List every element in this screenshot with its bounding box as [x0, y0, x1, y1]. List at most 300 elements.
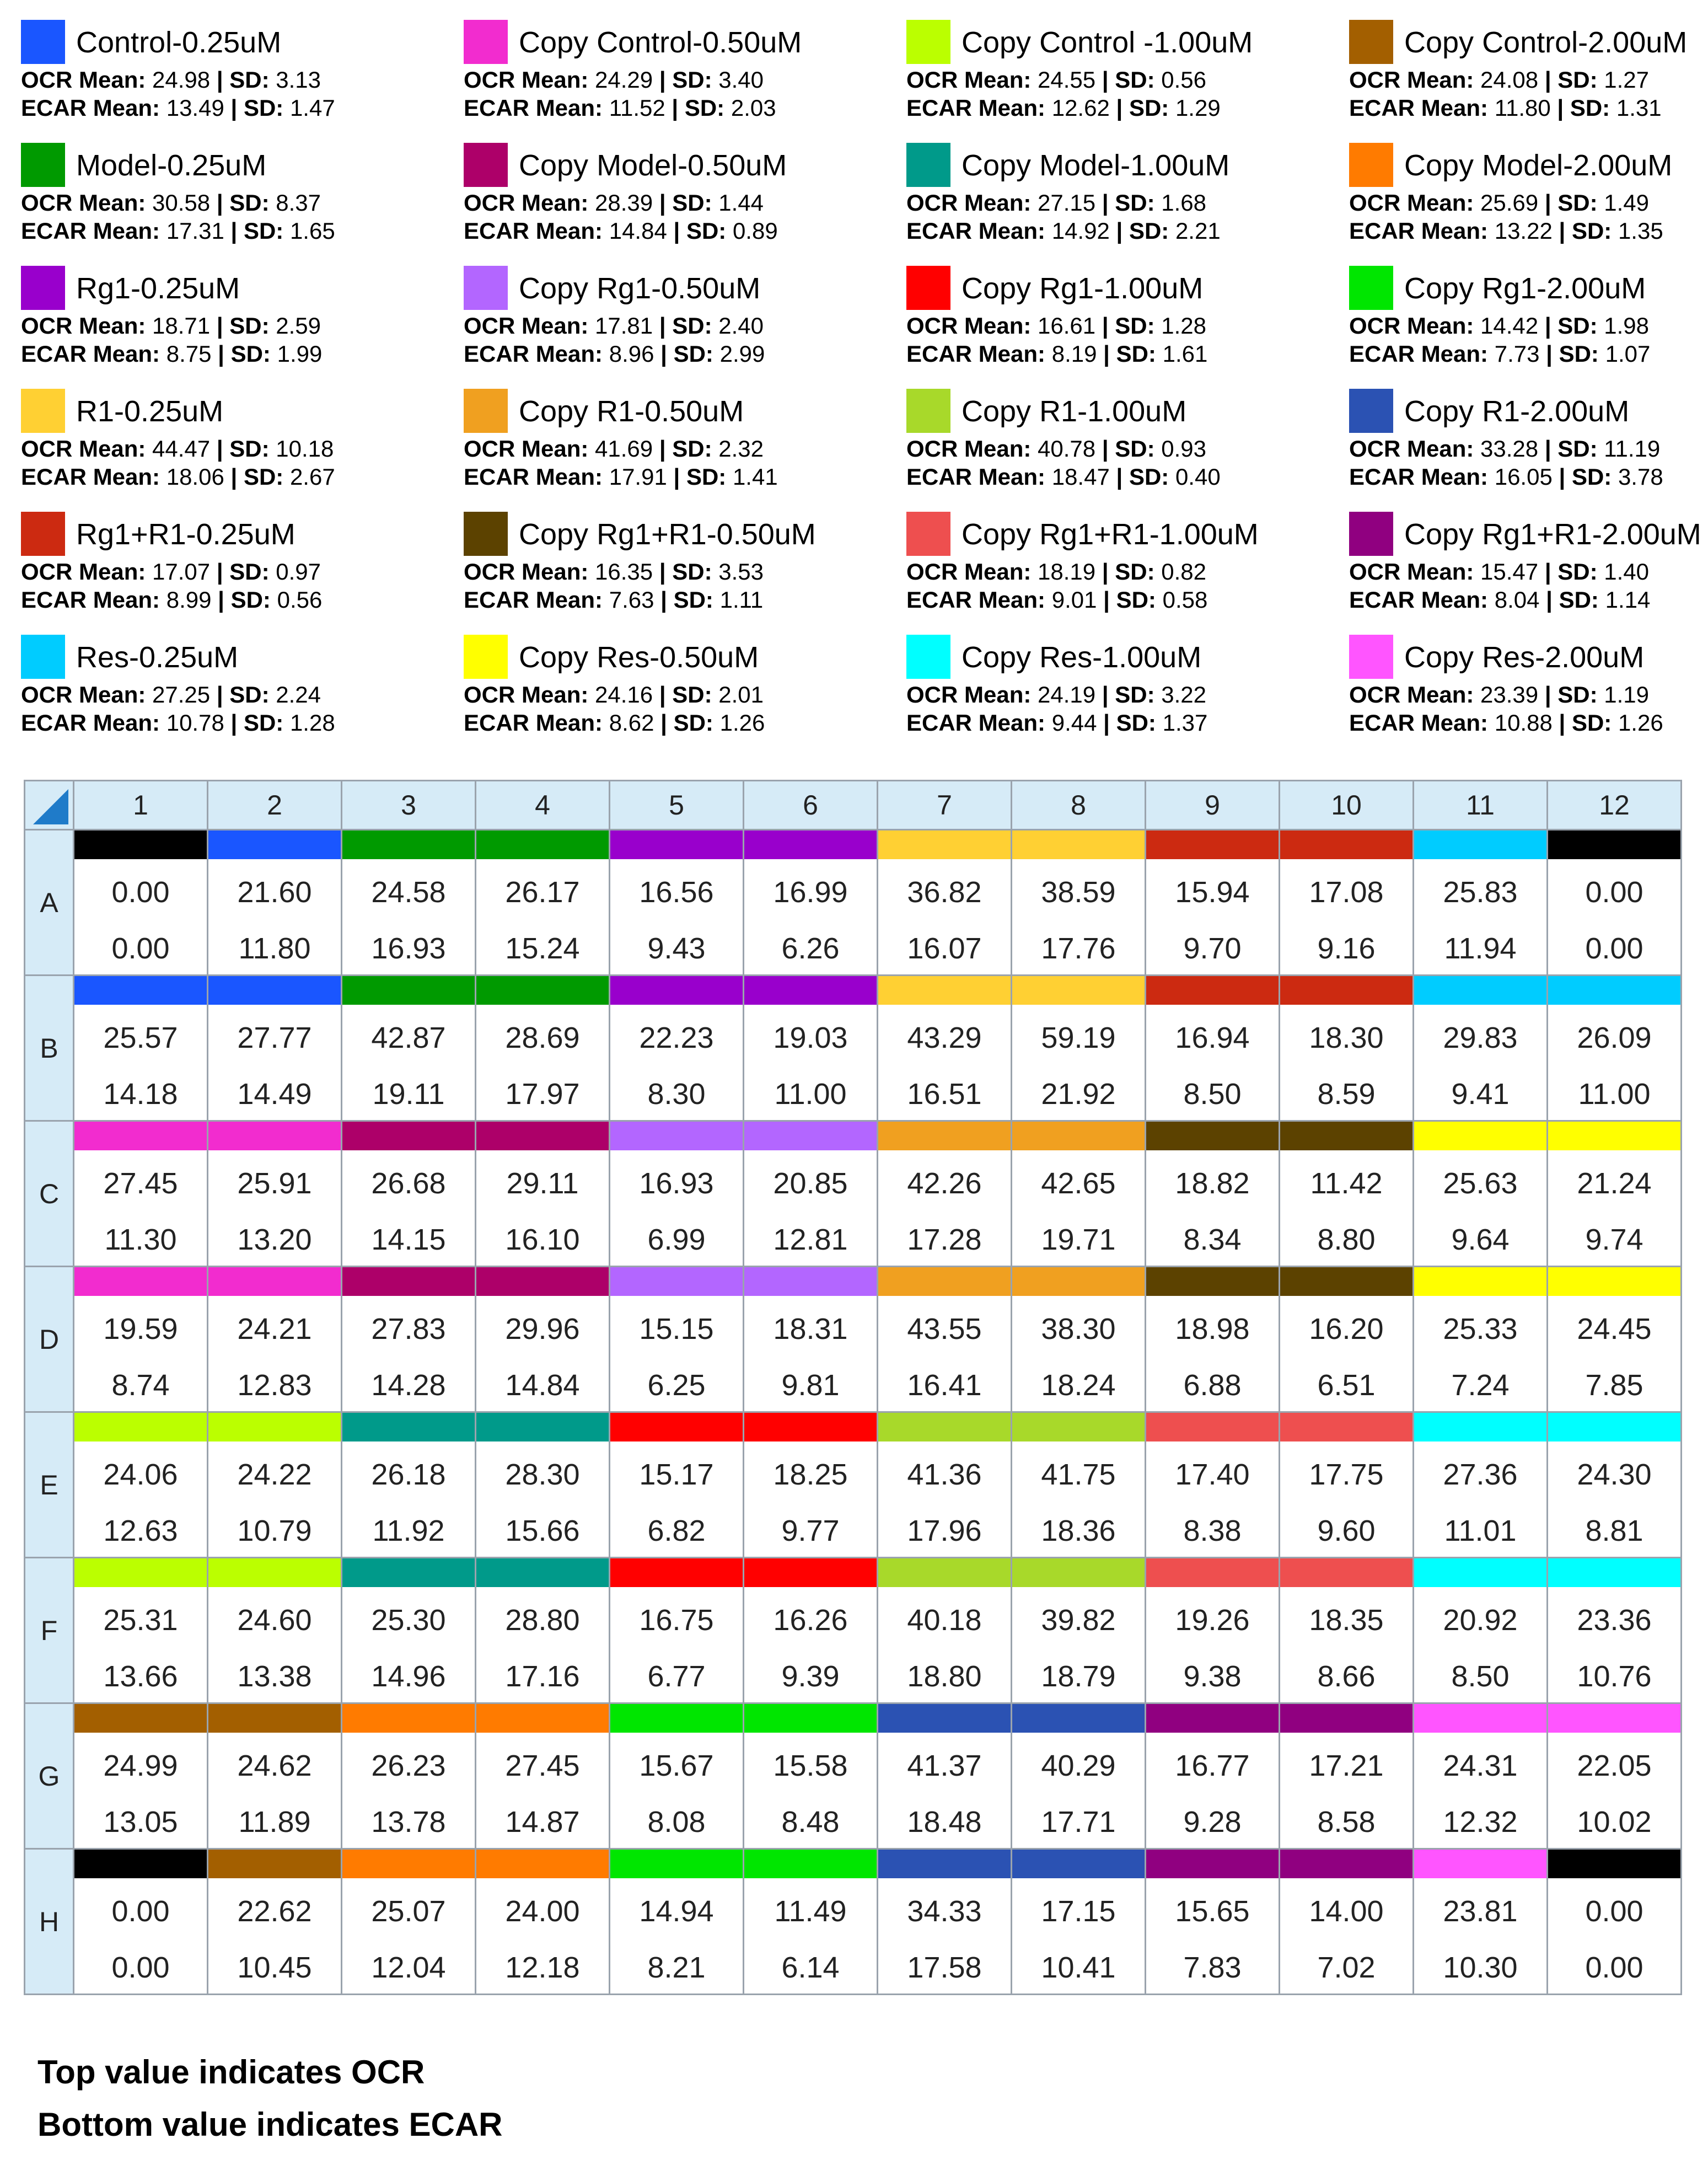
- mean-label: Mean:: [79, 682, 146, 708]
- well-F6[interactable]: [744, 1558, 878, 1703]
- ecar-sd-value: 1.14: [1605, 587, 1651, 613]
- well-ecar-value: 11.94: [1444, 932, 1517, 965]
- well-D2[interactable]: [208, 1267, 342, 1412]
- well-ocr-value: 29.11: [506, 1167, 579, 1200]
- well-ocr-value: 29.83: [1443, 1021, 1518, 1054]
- ocr-label: OCR: [906, 682, 958, 708]
- well-A12[interactable]: [1548, 830, 1682, 976]
- ocr-mean-value: 14.42: [1480, 313, 1539, 339]
- well-ecar-value: 8.21: [647, 1951, 706, 1984]
- well-E1[interactable]: [74, 1412, 208, 1558]
- well-C5[interactable]: [610, 1121, 744, 1267]
- legend-group: [906, 17, 1349, 140]
- well-G5[interactable]: [610, 1703, 744, 1849]
- well-ecar-value: 12.32: [1443, 1805, 1518, 1839]
- well-group-color-bar: [878, 1122, 1011, 1150]
- well-D4[interactable]: [476, 1267, 610, 1412]
- row-header-G[interactable]: G: [25, 1703, 74, 1849]
- ecar-label: ECAR: [464, 218, 530, 244]
- well-ocr-value: 20.92: [1443, 1604, 1518, 1637]
- well-H4[interactable]: [476, 1849, 610, 1995]
- well-group-color-bar: [610, 1267, 743, 1296]
- separator: |: [216, 436, 223, 462]
- well-E7[interactable]: [878, 1412, 1012, 1558]
- well-E10[interactable]: [1280, 1412, 1414, 1558]
- well-A8[interactable]: [1012, 830, 1146, 976]
- legend-swatch: [1349, 635, 1393, 679]
- well-G3[interactable]: [342, 1703, 476, 1849]
- well-ocr-value: 26.09: [1577, 1021, 1652, 1054]
- well-C12[interactable]: [1548, 1121, 1682, 1267]
- well-G1[interactable]: [74, 1703, 208, 1849]
- well-ocr-value: 22.05: [1577, 1749, 1652, 1782]
- legend-swatch: [906, 389, 950, 433]
- well-ecar-value: 8.59: [1317, 1078, 1376, 1111]
- well-ocr-value: 38.59: [1041, 876, 1116, 909]
- ocr-label: OCR: [464, 559, 515, 585]
- well-E2[interactable]: [208, 1412, 342, 1558]
- sd-label: SD:: [1115, 313, 1155, 339]
- well-C4[interactable]: [476, 1121, 610, 1267]
- well-ocr-value: 16.93: [639, 1167, 714, 1200]
- separator: |: [659, 436, 666, 462]
- sd-label: SD:: [672, 559, 712, 585]
- well-ocr-value: 41.37: [907, 1749, 982, 1782]
- legend-ocr-stats: [464, 189, 764, 217]
- ocr-mean-value: 40.78: [1038, 436, 1096, 462]
- separator: |: [660, 587, 667, 613]
- well-ocr-value: 34.33: [907, 1895, 982, 1928]
- row-header-F[interactable]: F: [25, 1558, 74, 1703]
- legend-group: [906, 262, 1349, 385]
- mean-label: Mean:: [79, 67, 146, 93]
- legend-group-name: Copy Res-2.00uM: [1404, 641, 1645, 674]
- well-B4[interactable]: [476, 976, 610, 1121]
- legend-group: [21, 508, 464, 631]
- ecar-sd-value: 0.40: [1175, 464, 1221, 490]
- ocr-sd-value: 2.01: [718, 682, 764, 708]
- well-B6[interactable]: [744, 976, 878, 1121]
- well-F10[interactable]: [1280, 1558, 1414, 1703]
- mean-label: Mean:: [93, 464, 160, 490]
- well-B1[interactable]: [74, 976, 208, 1121]
- well-C3[interactable]: [342, 1121, 476, 1267]
- legend-ocr-stats: [1349, 189, 1649, 217]
- ocr-mean-value: 24.55: [1038, 67, 1096, 93]
- well-ecar-value: 18.36: [1041, 1514, 1116, 1547]
- well-E5[interactable]: [610, 1412, 744, 1558]
- row-header-D[interactable]: D: [25, 1267, 74, 1412]
- legend-group-name: Res-0.25uM: [76, 641, 239, 674]
- well-B10[interactable]: [1280, 976, 1414, 1121]
- mean-label: Mean:: [522, 682, 589, 708]
- well-H10[interactable]: [1280, 1849, 1414, 1995]
- well-group-color-bar: [1414, 1850, 1546, 1878]
- well-D8[interactable]: [1012, 1267, 1146, 1412]
- well-G2[interactable]: [208, 1703, 342, 1849]
- ocr-sd-value: 1.68: [1161, 190, 1207, 216]
- well-group-color-bar: [1146, 1850, 1279, 1878]
- ecar-sd-value: 1.31: [1616, 95, 1662, 121]
- mean-label: Mean:: [1407, 313, 1474, 339]
- well-G11[interactable]: [1414, 1703, 1548, 1849]
- well-E4[interactable]: [476, 1412, 610, 1558]
- sd-label: SD:: [1115, 190, 1155, 216]
- well-ocr-value: 16.56: [639, 876, 714, 909]
- well-H3[interactable]: [342, 1849, 476, 1995]
- ocr-label: OCR: [1349, 190, 1401, 216]
- well-ecar-value: 18.48: [907, 1805, 982, 1839]
- sd-label: SD:: [243, 95, 284, 121]
- sd-label: SD:: [243, 710, 284, 736]
- column-header-11[interactable]: 11: [1414, 781, 1548, 830]
- legend-swatch: [906, 635, 950, 679]
- column-header-1[interactable]: 1: [74, 781, 208, 830]
- well-G12[interactable]: [1548, 1703, 1682, 1849]
- well-B2[interactable]: [208, 976, 342, 1121]
- mean-label: Mean:: [1407, 559, 1474, 585]
- well-B9[interactable]: [1146, 976, 1280, 1121]
- well-E6[interactable]: [744, 1412, 878, 1558]
- legend-group: [1349, 140, 1708, 262]
- well-H2[interactable]: [208, 1849, 342, 1995]
- well-ecar-value: 9.41: [1451, 1078, 1510, 1111]
- well-F3[interactable]: [342, 1558, 476, 1703]
- well-B12[interactable]: [1548, 976, 1682, 1121]
- well-group-color-bar: [1280, 1558, 1412, 1587]
- mean-label: Mean:: [964, 682, 1032, 708]
- row-header-C[interactable]: C: [25, 1121, 74, 1267]
- sd-label: SD:: [1570, 95, 1610, 121]
- well-H8[interactable]: [1012, 1849, 1146, 1995]
- well-ocr-value: 27.45: [103, 1167, 178, 1200]
- well-C6[interactable]: [744, 1121, 878, 1267]
- row-header-B[interactable]: B: [25, 976, 74, 1121]
- legend-group: [21, 385, 464, 508]
- well-ocr-value: 40.29: [1041, 1749, 1116, 1782]
- legend-ocr-stats: [21, 189, 321, 217]
- well-A2[interactable]: [208, 830, 342, 976]
- well-A9[interactable]: [1146, 830, 1280, 976]
- well-A7[interactable]: [878, 830, 1012, 976]
- well-G7[interactable]: [878, 1703, 1012, 1849]
- well-ecar-value: 8.50: [1451, 1660, 1510, 1693]
- well-E11[interactable]: [1414, 1412, 1548, 1558]
- well-ocr-value: 18.30: [1309, 1021, 1384, 1054]
- well-D7[interactable]: [878, 1267, 1012, 1412]
- well-group-color-bar: [878, 1267, 1011, 1296]
- column-header-8[interactable]: 8: [1012, 781, 1146, 830]
- well-ecar-value: 18.24: [1041, 1369, 1116, 1402]
- well-C2[interactable]: [208, 1121, 342, 1267]
- column-header-2[interactable]: 2: [208, 781, 342, 830]
- sd-label: SD:: [230, 587, 271, 613]
- well-C7[interactable]: [878, 1121, 1012, 1267]
- ocr-label: OCR: [21, 436, 73, 462]
- plate-row-D: [25, 1267, 1682, 1412]
- well-F11[interactable]: [1414, 1558, 1548, 1703]
- well-ecar-value: 14.15: [371, 1223, 446, 1256]
- well-B3[interactable]: [342, 976, 476, 1121]
- well-ocr-value: 15.58: [773, 1749, 848, 1782]
- well-D9[interactable]: [1146, 1267, 1280, 1412]
- well-A5[interactable]: [610, 830, 744, 976]
- well-ecar-value: 10.79: [237, 1514, 312, 1547]
- legend-group: [1349, 385, 1708, 508]
- well-group-color-bar: [610, 976, 743, 1005]
- well-ecar-value: 12.83: [237, 1369, 312, 1402]
- sd-label: SD:: [1557, 67, 1598, 93]
- well-H12[interactable]: [1548, 1849, 1682, 1995]
- well-group-color-bar: [744, 1558, 877, 1587]
- column-header-9[interactable]: 9: [1146, 781, 1280, 830]
- well-group-color-bar: [878, 830, 1011, 859]
- well-group-color-bar: [1146, 830, 1279, 859]
- well-H9[interactable]: [1146, 1849, 1280, 1995]
- well-group-color-bar: [208, 1850, 341, 1878]
- footnote-ocr: Top value indicates OCR: [37, 2054, 425, 2091]
- column-header-5[interactable]: 5: [610, 781, 744, 830]
- well-F4[interactable]: [476, 1558, 610, 1703]
- ecar-sd-value: 2.67: [289, 464, 335, 490]
- legend-group-name: Copy Model-1.00uM: [962, 149, 1230, 182]
- ocr-sd-value: 2.40: [718, 313, 764, 339]
- well-D12[interactable]: [1548, 1267, 1682, 1412]
- well-ecar-value: 12.81: [773, 1223, 848, 1256]
- mean-label: Mean:: [978, 710, 1046, 736]
- row-header-E[interactable]: E: [25, 1412, 74, 1558]
- well-group-color-bar: [878, 976, 1011, 1005]
- well-G4[interactable]: [476, 1703, 610, 1849]
- well-D10[interactable]: [1280, 1267, 1414, 1412]
- well-ocr-value: 25.83: [1443, 876, 1518, 909]
- well-ecar-value: 14.84: [505, 1369, 580, 1402]
- well-B11[interactable]: [1414, 976, 1548, 1121]
- ecar-label: ECAR: [464, 95, 530, 121]
- well-group-color-bar: [476, 1122, 609, 1150]
- well-ecar-value: 9.39: [781, 1660, 840, 1693]
- well-H11[interactable]: [1414, 1849, 1548, 1995]
- well-F9[interactable]: [1146, 1558, 1280, 1703]
- well-group-color-bar: [744, 1122, 877, 1150]
- sd-label: SD:: [1129, 464, 1169, 490]
- well-ocr-value: 36.82: [907, 876, 982, 909]
- well-ecar-value: 11.89: [238, 1805, 311, 1839]
- sd-label: SD:: [1115, 559, 1155, 585]
- separator: |: [230, 95, 238, 121]
- column-header-6[interactable]: 6: [744, 781, 878, 830]
- well-G9[interactable]: [1146, 1703, 1280, 1849]
- well-group-color-bar: [1012, 976, 1145, 1005]
- separator: |: [659, 559, 666, 585]
- well-E9[interactable]: [1146, 1412, 1280, 1558]
- well-F5[interactable]: [610, 1558, 744, 1703]
- legend-ocr-stats: [21, 312, 321, 340]
- column-header-7[interactable]: 7: [878, 781, 1012, 830]
- ecar-label: ECAR: [906, 341, 973, 367]
- well-F12[interactable]: [1548, 1558, 1682, 1703]
- well-ecar-value: 21.92: [1041, 1078, 1116, 1111]
- well-group-color-bar: [1146, 1122, 1279, 1150]
- well-E3[interactable]: [342, 1412, 476, 1558]
- legend-swatch: [21, 389, 65, 433]
- plate-row-E: [25, 1412, 1682, 1558]
- ecar-sd-value: 1.28: [289, 710, 335, 736]
- ocr-label: OCR: [906, 559, 958, 585]
- well-F1[interactable]: [74, 1558, 208, 1703]
- legend-group: [464, 385, 906, 508]
- well-group-color-bar: [1414, 1558, 1546, 1587]
- well-H6[interactable]: [744, 1849, 878, 1995]
- well-ocr-value: 17.08: [1309, 876, 1384, 909]
- row-header-H[interactable]: H: [25, 1849, 74, 1995]
- well-A11[interactable]: [1414, 830, 1548, 976]
- ecar-mean-value: 12.62: [1051, 95, 1110, 121]
- column-header-12[interactable]: 12: [1548, 781, 1682, 830]
- well-H7[interactable]: [878, 1849, 1012, 1995]
- well-G8[interactable]: [1012, 1703, 1146, 1849]
- well-B5[interactable]: [610, 976, 744, 1121]
- well-ocr-value: 25.91: [237, 1167, 312, 1200]
- well-ocr-value: 17.21: [1309, 1749, 1384, 1782]
- ecar-sd-value: 1.35: [1618, 218, 1663, 244]
- well-ecar-value: 14.28: [371, 1369, 446, 1402]
- well-A1[interactable]: [74, 830, 208, 976]
- well-D6[interactable]: [744, 1267, 878, 1412]
- well-ecar-value: 15.24: [505, 932, 580, 965]
- well-ecar-value: 16.10: [505, 1223, 580, 1256]
- legend-ocr-stats: [464, 681, 764, 709]
- well-ocr-value: 21.24: [1577, 1167, 1652, 1200]
- legend-swatch: [21, 143, 65, 187]
- well-group-color-bar: [744, 830, 877, 859]
- sd-label: SD:: [686, 464, 727, 490]
- well-group-color-bar: [1548, 1558, 1680, 1587]
- separator: |: [1102, 682, 1109, 708]
- well-C8[interactable]: [1012, 1121, 1146, 1267]
- well-G6[interactable]: [744, 1703, 878, 1849]
- well-A6[interactable]: [744, 830, 878, 976]
- well-group-color-bar: [1280, 1267, 1412, 1296]
- well-ocr-value: 27.77: [237, 1021, 312, 1054]
- column-header-3[interactable]: 3: [342, 781, 476, 830]
- well-ecar-value: 19.11: [372, 1078, 445, 1111]
- ocr-label: OCR: [21, 190, 73, 216]
- well-E8[interactable]: [1012, 1412, 1146, 1558]
- select-all-corner[interactable]: [25, 781, 74, 830]
- well-G10[interactable]: [1280, 1703, 1414, 1849]
- ocr-sd-value: 3.53: [718, 559, 764, 585]
- column-header-4[interactable]: 4: [476, 781, 610, 830]
- well-group-color-bar: [1280, 1704, 1412, 1733]
- legend-group: [21, 17, 464, 140]
- well-D1[interactable]: [74, 1267, 208, 1412]
- separator: |: [1103, 710, 1110, 736]
- ecar-label: ECAR: [21, 218, 87, 244]
- ocr-mean-value: 25.69: [1480, 190, 1539, 216]
- mean-label: Mean:: [964, 67, 1032, 93]
- well-F8[interactable]: [1012, 1558, 1146, 1703]
- ecar-mean-value: 10.88: [1494, 710, 1553, 736]
- well-ecar-value: 14.18: [103, 1078, 178, 1111]
- legend-group: [1349, 17, 1708, 140]
- well-A3[interactable]: [342, 830, 476, 976]
- well-E12[interactable]: [1548, 1412, 1682, 1558]
- well-ocr-value: 18.25: [773, 1458, 848, 1491]
- well-C10[interactable]: [1280, 1121, 1414, 1267]
- well-ocr-value: 24.58: [371, 876, 446, 909]
- well-A10[interactable]: [1280, 830, 1414, 976]
- legend-swatch: [906, 20, 950, 64]
- ecar-mean-value: 17.91: [609, 464, 667, 490]
- well-group-color-bar: [610, 1558, 743, 1587]
- legend-swatch: [21, 635, 65, 679]
- separator: |: [1116, 95, 1123, 121]
- legend-group: [906, 140, 1349, 262]
- ecar-mean-value: 8.75: [166, 341, 212, 367]
- well-ocr-value: 41.36: [907, 1458, 982, 1491]
- well-C9[interactable]: [1146, 1121, 1280, 1267]
- well-ecar-value: 9.16: [1317, 932, 1376, 965]
- mean-label: Mean:: [522, 190, 589, 216]
- separator: |: [1544, 313, 1551, 339]
- well-C1[interactable]: [74, 1121, 208, 1267]
- well-H1[interactable]: [74, 1849, 208, 1995]
- well-group-color-bar: [208, 830, 341, 859]
- mean-label: Mean:: [522, 436, 589, 462]
- separator: |: [216, 190, 223, 216]
- well-ecar-value: 8.08: [647, 1805, 706, 1839]
- well-ecar-value: 8.80: [1317, 1223, 1376, 1256]
- well-D3[interactable]: [342, 1267, 476, 1412]
- well-H5[interactable]: [610, 1849, 744, 1995]
- legend-group-name: Copy R1-1.00uM: [962, 395, 1187, 428]
- legend-group: [464, 17, 906, 140]
- well-B8[interactable]: [1012, 976, 1146, 1121]
- plate-row-A: [25, 830, 1682, 976]
- well-ocr-value: 42.26: [907, 1167, 982, 1200]
- legend-group: [21, 262, 464, 385]
- column-header-10[interactable]: 10: [1280, 781, 1414, 830]
- ecar-sd-value: 1.11: [719, 587, 764, 613]
- separator: |: [218, 587, 224, 613]
- well-F7[interactable]: [878, 1558, 1012, 1703]
- well-C11[interactable]: [1414, 1121, 1548, 1267]
- ocr-label: OCR: [1349, 436, 1401, 462]
- ecar-mean-value: 10.78: [166, 710, 224, 736]
- well-ecar-value: 14.96: [371, 1660, 446, 1693]
- well-D11[interactable]: [1414, 1267, 1548, 1412]
- well-ocr-value: 0.00: [111, 1895, 170, 1928]
- well-group-color-bar: [878, 1413, 1011, 1441]
- well-ecar-value: 13.20: [237, 1223, 312, 1256]
- ecar-sd-value: 3.78: [1618, 464, 1663, 490]
- row-header-A[interactable]: A: [25, 830, 74, 976]
- well-ecar-value: 15.66: [505, 1514, 580, 1547]
- legend-ecar-stats: [1349, 94, 1662, 122]
- well-F2[interactable]: [208, 1558, 342, 1703]
- ecar-mean-value: 17.31: [166, 218, 224, 244]
- well-B7[interactable]: [878, 976, 1012, 1121]
- well-ocr-value: 43.29: [907, 1021, 982, 1054]
- well-group-color-bar: [1414, 976, 1546, 1005]
- well-D5[interactable]: [610, 1267, 744, 1412]
- well-ocr-value: 26.68: [371, 1167, 446, 1200]
- ecar-label: ECAR: [906, 218, 973, 244]
- well-group-color-bar: [1012, 1413, 1145, 1441]
- well-A4[interactable]: [476, 830, 610, 976]
- sd-label: SD:: [229, 559, 270, 585]
